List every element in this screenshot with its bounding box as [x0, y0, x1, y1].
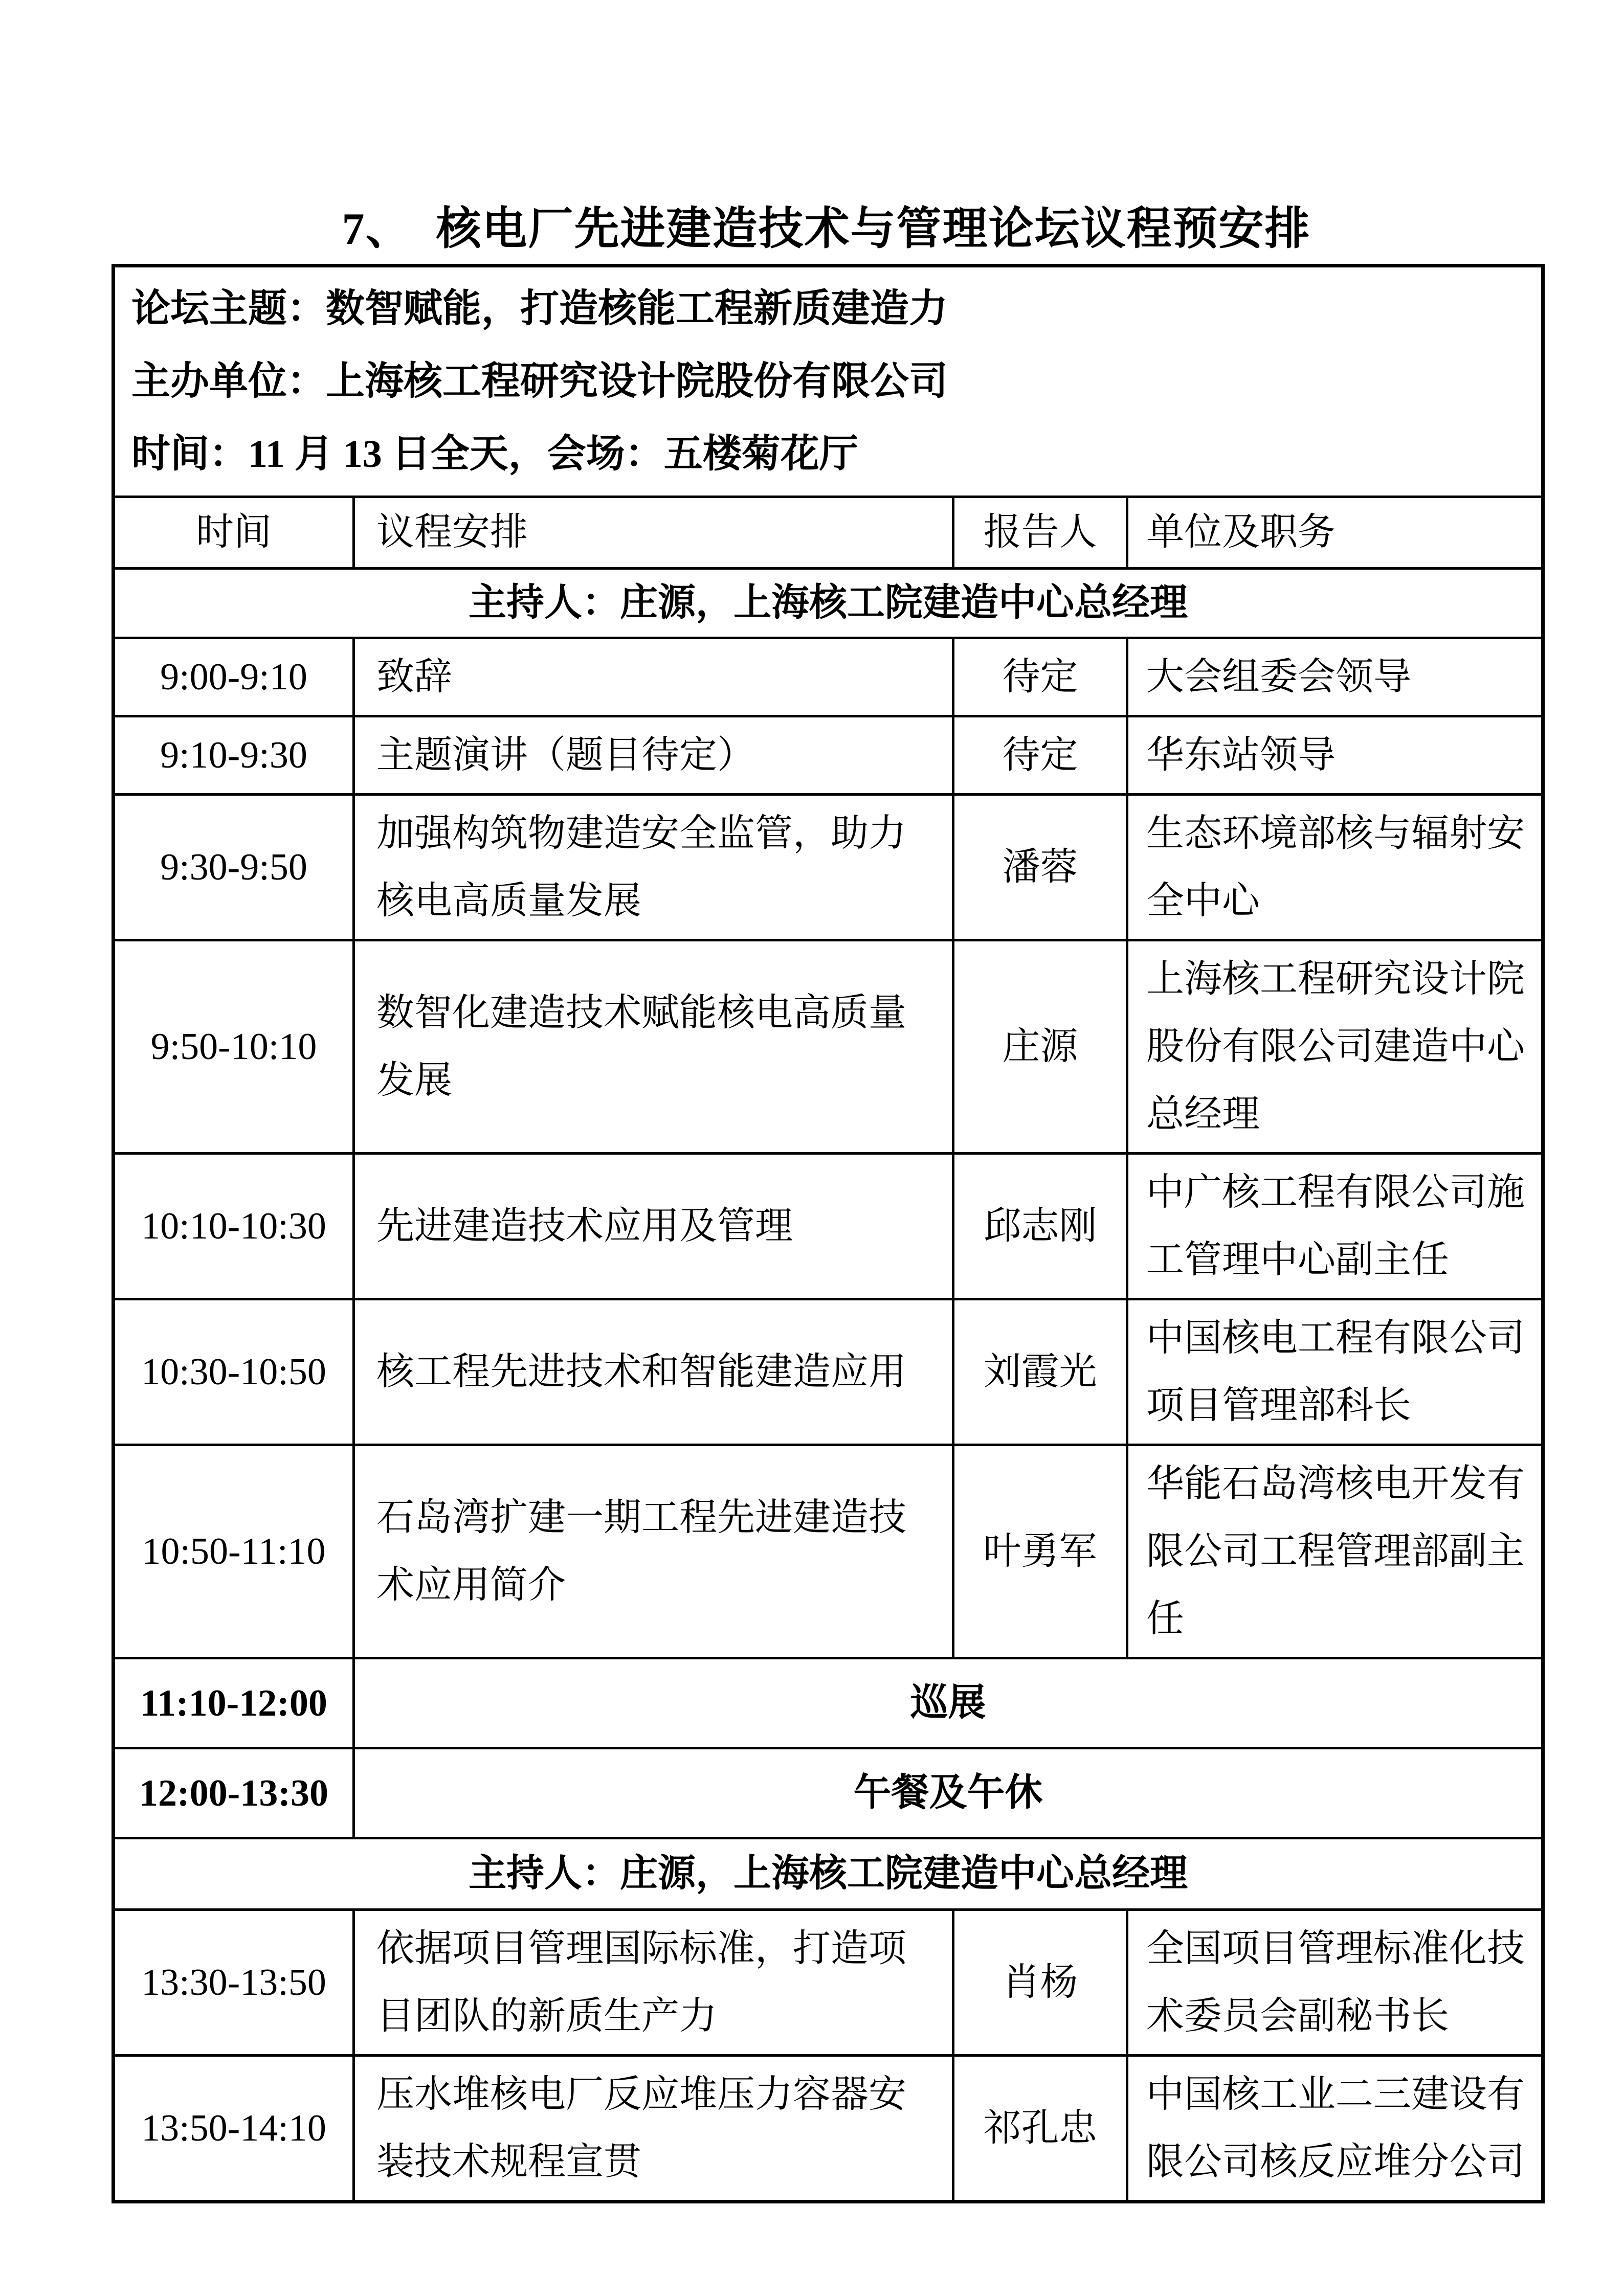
table-row: [114, 1445, 1543, 1658]
agenda-cell: 致辞: [354, 638, 953, 716]
agenda-cell: 核工程先进技术和智能建造应用: [354, 1299, 953, 1445]
table-row: [114, 795, 1543, 940]
unit-cell: 中国核工业二三建设有限公司核反应堆分公司: [1127, 2056, 1543, 2202]
host-row-afternoon: [114, 1838, 1543, 1910]
speaker-cell: 叶勇军: [953, 1445, 1127, 1658]
agenda-cell: 依据项目管理国际标准，打造项目团队的新质生产力: [354, 1910, 953, 2056]
speaker-cell: 邱志刚: [953, 1154, 1127, 1299]
event-label-cell: 巡展: [354, 1658, 1543, 1748]
time-cell: 11:10-12:00: [114, 1658, 354, 1748]
time-cell: 10:10-10:30: [114, 1154, 354, 1299]
forum-info-cell: [114, 266, 1543, 497]
table-row: [114, 1299, 1543, 1445]
table-row: [114, 2056, 1543, 2202]
time-cell: 9:10-9:30: [114, 716, 354, 795]
agenda-cell: 先进建造技术应用及管理: [354, 1154, 953, 1299]
table-row-lunch: [114, 1748, 1543, 1838]
agenda-cell: 压水堆核电厂反应堆压力容器安装技术规程宣贯: [354, 2056, 953, 2202]
column-header-unit: 单位及职务: [1127, 497, 1543, 569]
agenda-table: [112, 264, 1545, 2203]
event-label-cell: 午餐及午休: [354, 1748, 1543, 1838]
unit-cell: 华东站领导: [1127, 716, 1543, 795]
table-row-exhibition: [114, 1658, 1543, 1748]
time-cell: 10:50-11:10: [114, 1445, 354, 1658]
time-cell: 9:00-9:10: [114, 638, 354, 716]
speaker-cell: 祁孔忠: [953, 2056, 1127, 2202]
unit-cell: 中国核电工程有限公司项目管理部科长: [1127, 1299, 1543, 1445]
table-row: [114, 1910, 1543, 2056]
unit-cell: 上海核工程研究设计院股份有限公司建造中心总经理: [1127, 940, 1543, 1154]
column-header-agenda: 议程安排: [354, 497, 953, 569]
time-cell: 10:30-10:50: [114, 1299, 354, 1445]
agenda-cell: 数智化建造技术赋能核电高质量发展: [354, 940, 953, 1154]
time-cell: 9:50-10:10: [114, 940, 354, 1154]
forum-theme: 论坛主题：数智赋能，打造核能工程新质建造力: [131, 287, 948, 330]
unit-cell: 生态环境部核与辐射安全中心: [1127, 795, 1543, 940]
page-title: 7、 核电厂先进建造技术与管理论坛议程预安排: [342, 205, 1311, 254]
speaker-cell: 肖杨: [953, 1910, 1127, 2056]
speaker-cell: 庄源: [953, 940, 1127, 1154]
speaker-cell: 刘霞光: [953, 1299, 1127, 1445]
host-row-morning: [114, 569, 1543, 638]
unit-cell: 华能石岛湾核电开发有限公司工程管理部副主任: [1127, 1445, 1543, 1658]
host-text: 主持人：庄源，上海核工院建造中心总经理: [114, 1838, 1543, 1910]
unit-cell: 全国项目管理标准化技术委员会副秘书长: [1127, 1910, 1543, 2056]
table-header-row: [114, 497, 1543, 569]
host-text: 主持人：庄源，上海核工院建造中心总经理: [114, 569, 1543, 638]
agenda-cell: 主题演讲（题目待定）: [354, 716, 953, 795]
forum-time-venue: 时间：11 月 13 日全天，会场：五楼菊花厅: [131, 433, 858, 476]
unit-cell: 中广核工程有限公司施工管理中心副主任: [1127, 1154, 1543, 1299]
table-row: [114, 638, 1543, 716]
time-cell: 13:30-13:50: [114, 1910, 354, 2056]
time-cell: 13:50-14:10: [114, 2056, 354, 2202]
table-row: [114, 940, 1543, 1154]
unit-cell: 大会组委会领导: [1127, 638, 1543, 716]
speaker-cell: 潘蓉: [953, 795, 1127, 940]
column-header-time: 时间: [114, 497, 354, 569]
forum-organizer: 主办单位：上海核工程研究设计院股份有限公司: [131, 360, 948, 403]
table-row: [114, 716, 1543, 795]
speaker-cell: 待定: [953, 716, 1127, 795]
forum-info-row: [114, 266, 1543, 497]
time-cell: 9:30-9:50: [114, 795, 354, 940]
speaker-cell: 待定: [953, 638, 1127, 716]
agenda-cell: 石岛湾扩建一期工程先进建造技术应用简介: [354, 1445, 953, 1658]
column-header-speaker: 报告人: [953, 497, 1127, 569]
time-cell: 12:00-13:30: [114, 1748, 354, 1838]
agenda-cell: 加强构筑物建造安全监管，助力核电高质量发展: [354, 795, 953, 940]
table-row: [114, 1154, 1543, 1299]
